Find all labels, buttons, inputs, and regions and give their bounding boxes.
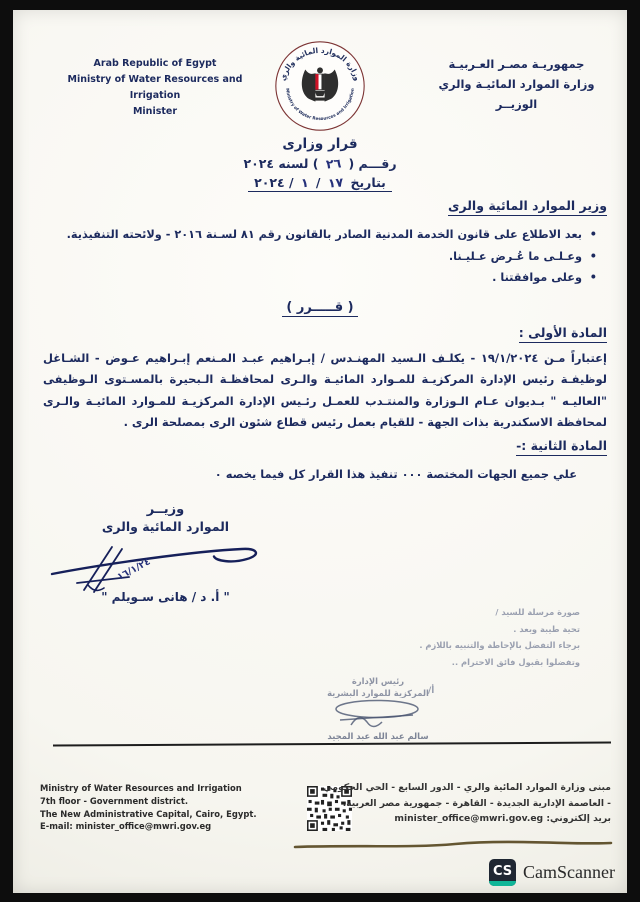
- header-en-line2: Ministry of Water Resources and Irrigation: [67, 74, 243, 101]
- footer-separator: [53, 742, 611, 747]
- cc-line: صورة مرسلة للسيد /: [495, 607, 580, 617]
- date-slash1: /: [311, 175, 325, 190]
- signature-title-line1: وزيــر: [146, 502, 185, 517]
- footer-english: [40, 782, 257, 833]
- decree-number-handwritten: ٢٦: [325, 155, 342, 172]
- footer-ar-line: مبنى وزارة الموارد المائية والري - الدور السابع - الحي الحكومي: [323, 782, 611, 793]
- article1-assign-word: يكلـف: [431, 351, 465, 365]
- article1-body-text: - الشـاغل لوظيفـة رئيس الإدارة المركزيـة للمـوارد المائيـة والـرى لمحافظـة الـبحيرة بالمسـتوى الـوظيفى "العاليـه " بـديوان عـام الـوزارة والمنتـدب للعمـل رئـيس الإدارة المركزيـة للمـوارد المائيـة والـرى لمحافظة الاسكندرية بذات الجهة -: [43, 351, 607, 429]
- footer-ar-line: بريد إلكتروني: minister_office@mwri.gov.eg: [394, 813, 611, 824]
- article1-role: للقيام بعمل رئيس قطاع شئون الرى بمصلحة الرى .: [123, 414, 415, 429]
- header-ar-line1: جمهوريـة مصـر العـربيـة: [448, 57, 585, 71]
- preamble-item: • وعـلـى ما عُـرض عـليـنا.: [52, 246, 597, 268]
- preamble-item: • وعلى موافقتنا .: [52, 267, 597, 289]
- cc-line: تحية طيبة وبعد .: [513, 623, 580, 634]
- decree-number-prefix: رقـــم (: [344, 156, 397, 171]
- cc-line: برجاء التفضل بالإحاطة والتنبيه باللازم .: [419, 640, 580, 650]
- minister-name: " أ. د / هانى سـويلم ": [101, 590, 230, 604]
- minister-signature-block: [58, 502, 273, 604]
- decree-title: قرار وزارى: [282, 136, 358, 152]
- date-year: ٢٠٢٤: [254, 175, 285, 190]
- header-ar-line3: الوزيــر: [495, 97, 538, 111]
- hr-title-line1: رئيس الإدارة: [351, 676, 405, 686]
- minister-signature-icon: [44, 538, 284, 596]
- camscanner-label: CamScanner: [523, 862, 615, 882]
- camscanner-badge-text: CS: [492, 863, 513, 879]
- article1-heading: المادة الأولى :: [519, 325, 607, 343]
- date-day-handwritten: ١٧: [327, 174, 344, 191]
- date-slash2: /: [284, 175, 298, 190]
- decree-number-line: [13, 156, 627, 171]
- camscanner-badge-icon: [489, 859, 516, 886]
- header-ar-line2: وزارة الموارد المائيـة والري: [438, 77, 595, 91]
- footer-arabic: [323, 780, 611, 827]
- camscanner-watermark: [489, 859, 615, 886]
- article2-heading: المادة الثانية :-: [516, 438, 607, 456]
- footer-en-line: Ministry of Water Resources and Irrigation: [40, 783, 242, 793]
- decision-word: ( قـــــرر ): [13, 300, 627, 315]
- signature-title-line2: الموارد المائية والرى: [101, 519, 230, 534]
- date-month-handwritten: ١: [300, 174, 310, 191]
- hr-title-line2: المركزية للموارد البشرية: [327, 687, 429, 698]
- hr-signature-block: [303, 676, 453, 741]
- date-label: بتاريخ: [346, 175, 386, 190]
- article1-mid: الـسيد المهنـدس /: [315, 351, 432, 365]
- seal-arc-top-text: وزارة الموارد المائية والري: [278, 45, 362, 82]
- cc-line: وتفضلوا بقبول فائق الاحترام ..: [451, 656, 580, 667]
- document-page: [13, 10, 627, 893]
- hr-name: سالم عبد الله عبد المجيد: [327, 731, 429, 741]
- preamble-item: • بعد الاطلاع على قانون الخدمة المدنية الصادر بالقانون رقم ٨١ لسـنة ٢٠١٦ - ولائحته التنفيذية.: [52, 224, 597, 246]
- article2-body: علي جميع الجهات المختصة ٠٠٠ تنفيذ هذا القرار كل فيما يخصه ٠: [214, 467, 577, 481]
- cc-block: [419, 604, 580, 670]
- header-arabic: [424, 54, 609, 114]
- header-en-line1: Arab Republic of Egypt: [93, 58, 217, 69]
- header-english: [45, 56, 265, 120]
- ministry-seal-icon: [274, 40, 366, 132]
- hr-signature-icon: [331, 699, 426, 731]
- article1-intro: إعتباراً مـن ١٩/١/٢٠٢٤ -: [464, 351, 607, 365]
- minister-heading: وزير الموارد المائية والرى: [448, 198, 607, 216]
- header-en-line3: Minister: [132, 106, 178, 117]
- scan-artifact-line: [293, 837, 615, 853]
- hr-prefix: أ/: [428, 686, 435, 696]
- footer-en-line: E-mail: minister_office@mwri.gov.eg: [40, 821, 212, 832]
- decree-number-suffix: ) لسنه ٢٠٢٤: [243, 156, 323, 171]
- seal-arc-bottom-text: Ministry of Water Resources and Irrigation: [284, 87, 355, 122]
- article1-body: [43, 348, 607, 433]
- article1-appointee-name: إبـراهيم عبـد المـنعم إبـراهيم عـوض: [105, 351, 316, 365]
- footer-en-line: The New Administrative Capital, Cairo, Egypt.: [40, 808, 257, 819]
- footer-en-line: 7th floor - Government district.: [40, 795, 189, 806]
- preamble-list: [52, 224, 597, 289]
- footer-ar-line: - العاصمة الإدارية الجديدة - القاهرة - جمهورية مصر العربية.: [342, 797, 611, 809]
- decree-date-line: [13, 175, 627, 192]
- signature-handwritten-date: ١٦/١/٢٤: [115, 556, 153, 583]
